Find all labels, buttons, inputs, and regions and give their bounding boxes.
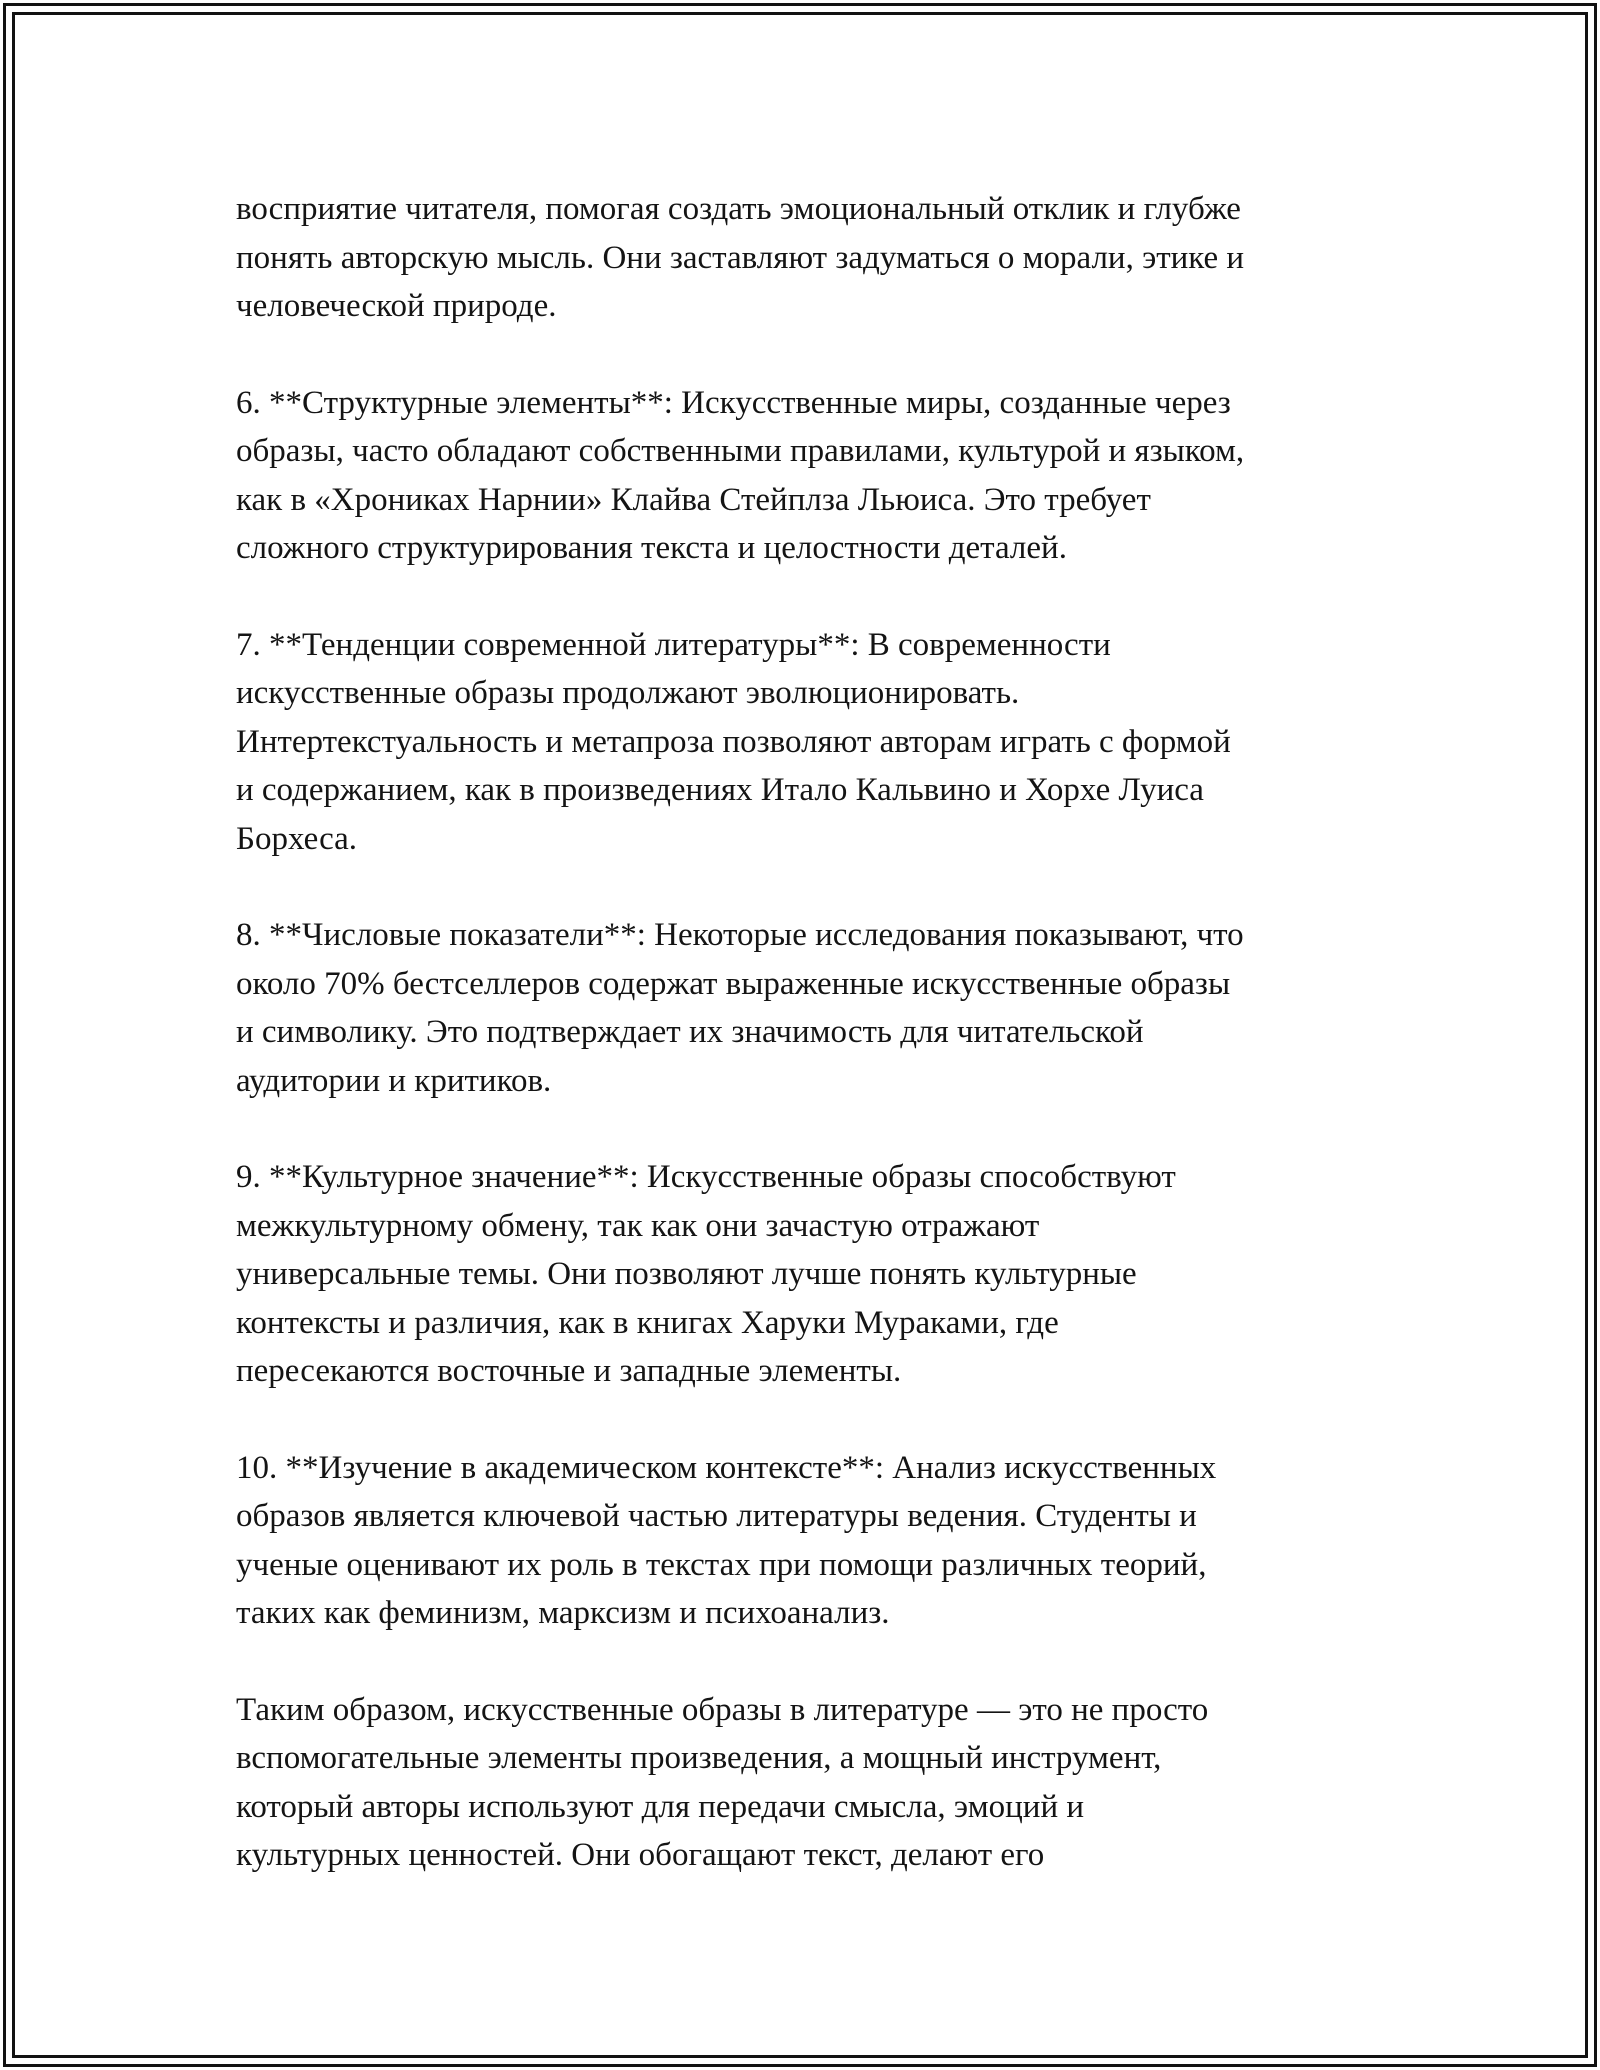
text-line: аудитории и критиков.	[236, 1062, 552, 1099]
text-line: и символику. Это подтверждает их значимость для читательской	[236, 1014, 1144, 1050]
text-line: сложного структурирования текста и целостности деталей.	[236, 530, 1067, 566]
paragraph-item-8	[236, 911, 1376, 1105]
text-line: восприятие читателя, помогая создать эмоциональный отклик и глубже	[236, 191, 1241, 227]
text-line: универсальные темы. Они позволяют лучше понять культурные	[236, 1256, 1137, 1292]
text-line: Интертекстуальность и метапроза позволяют авторам играть с формой	[236, 723, 1231, 760]
text-line: 6. **Структурные элементы**: Искусственные миры, созданные через	[236, 384, 1231, 421]
text-line: образы, часто обладают собственными правилами, культурой и языком,	[236, 433, 1245, 469]
text-line: образов является ключевой частью литературы ведения. Студенты и	[236, 1498, 1197, 1534]
document-body	[236, 185, 1376, 1928]
text-line: пересекаются восточные и западные элементы.	[236, 1353, 902, 1389]
text-line: 7. **Тенденции современной литературы**: В современности	[236, 626, 1111, 663]
text-line: искусственные образы продолжают эволюционировать.	[236, 675, 1020, 711]
paragraph-intro-continuation	[236, 185, 1376, 331]
text-line: и содержанием, как в произведениях Итало Кальвино и Хорхе Луиса	[236, 772, 1204, 808]
text-line: человеческой природе.	[236, 288, 557, 324]
text-line: культурных ценностей. Они обогащают текст, делают его	[236, 1837, 1045, 1873]
text-line: вспомогательные элементы произведения, а мощный инструмент,	[236, 1740, 1162, 1776]
paragraph-item-9	[236, 1153, 1376, 1396]
paragraph-conclusion	[236, 1686, 1376, 1880]
text-line: который авторы используют для передачи смысла, эмоций и	[236, 1788, 1085, 1825]
text-line: ученые оценивают их роль в текстах при помощи различных теорий,	[236, 1546, 1207, 1583]
text-line: как в «Хрониках Нарнии» Клайва Стейплза Льюиса. Это требует	[236, 481, 1151, 518]
text-line: Борхеса.	[236, 820, 358, 857]
paragraph-item-7	[236, 621, 1376, 864]
paragraph-item-10	[236, 1444, 1376, 1638]
text-line: 8. **Числовые показатели**: Некоторые исследования показывают, что	[236, 917, 1244, 953]
text-line: Таким образом, искусственные образы в литературе — это не просто	[236, 1691, 1209, 1728]
text-line: 9. **Культурное значение**: Искусственные образы способствуют	[236, 1159, 1176, 1195]
text-line: около 70% бестселлеров содержат выраженные искусственные образы	[236, 965, 1231, 1002]
text-line: таких как феминизм, марксизм и психоанализ.	[236, 1595, 890, 1631]
text-line: межкультурному обмену, так как они зачастую отражают	[236, 1207, 1040, 1244]
paragraph-item-6	[236, 379, 1376, 573]
text-line: 10. **Изучение в академическом контексте**: Анализ искусственных	[236, 1449, 1217, 1486]
text-line: контексты и различия, как в книгах Харуки Мураками, где	[236, 1304, 1059, 1341]
text-line: понять авторскую мысль. Они заставляют задуматься о морали, этике и	[236, 239, 1245, 276]
